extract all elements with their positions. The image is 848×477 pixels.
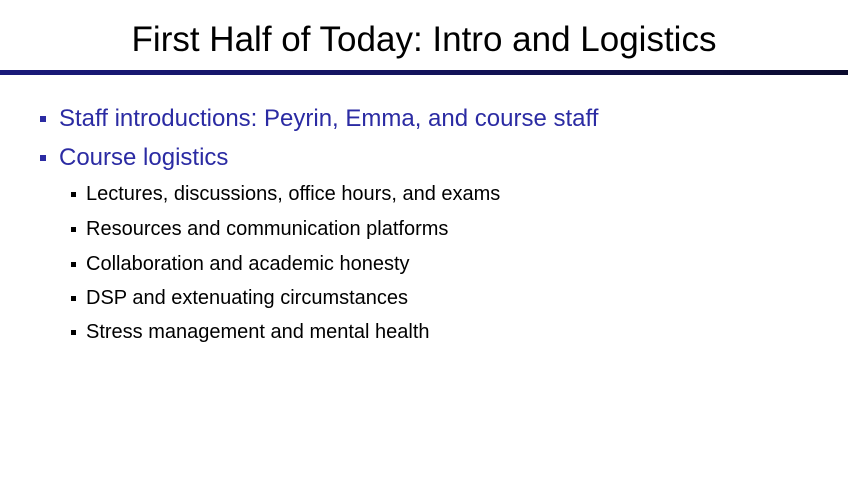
bullet-text: Staff introductions: Peyrin, Emma, and course staff [59, 105, 599, 132]
square-bullet-icon [71, 227, 76, 232]
square-bullet-icon [71, 262, 76, 267]
sub-bullet-text: DSP and extenuating circumstances [86, 287, 409, 309]
slide-title: First Half of Today: Intro and Logistics [131, 20, 717, 59]
sub-bullet-text: Lectures, discussions, office hours, and exams [86, 183, 501, 205]
sub-bullet-text: Resources and communication platforms [86, 218, 449, 240]
bullet-text: Course logistics [59, 144, 229, 171]
sub-bullet-text: Collaboration and academic honesty [86, 253, 410, 275]
sub-bullet-text: Stress management and mental health [86, 321, 430, 343]
square-bullet-icon [71, 296, 76, 301]
square-bullet-icon [71, 192, 76, 197]
square-bullet-icon [40, 116, 46, 122]
square-bullet-icon [71, 330, 76, 335]
square-bullet-icon [40, 155, 46, 161]
